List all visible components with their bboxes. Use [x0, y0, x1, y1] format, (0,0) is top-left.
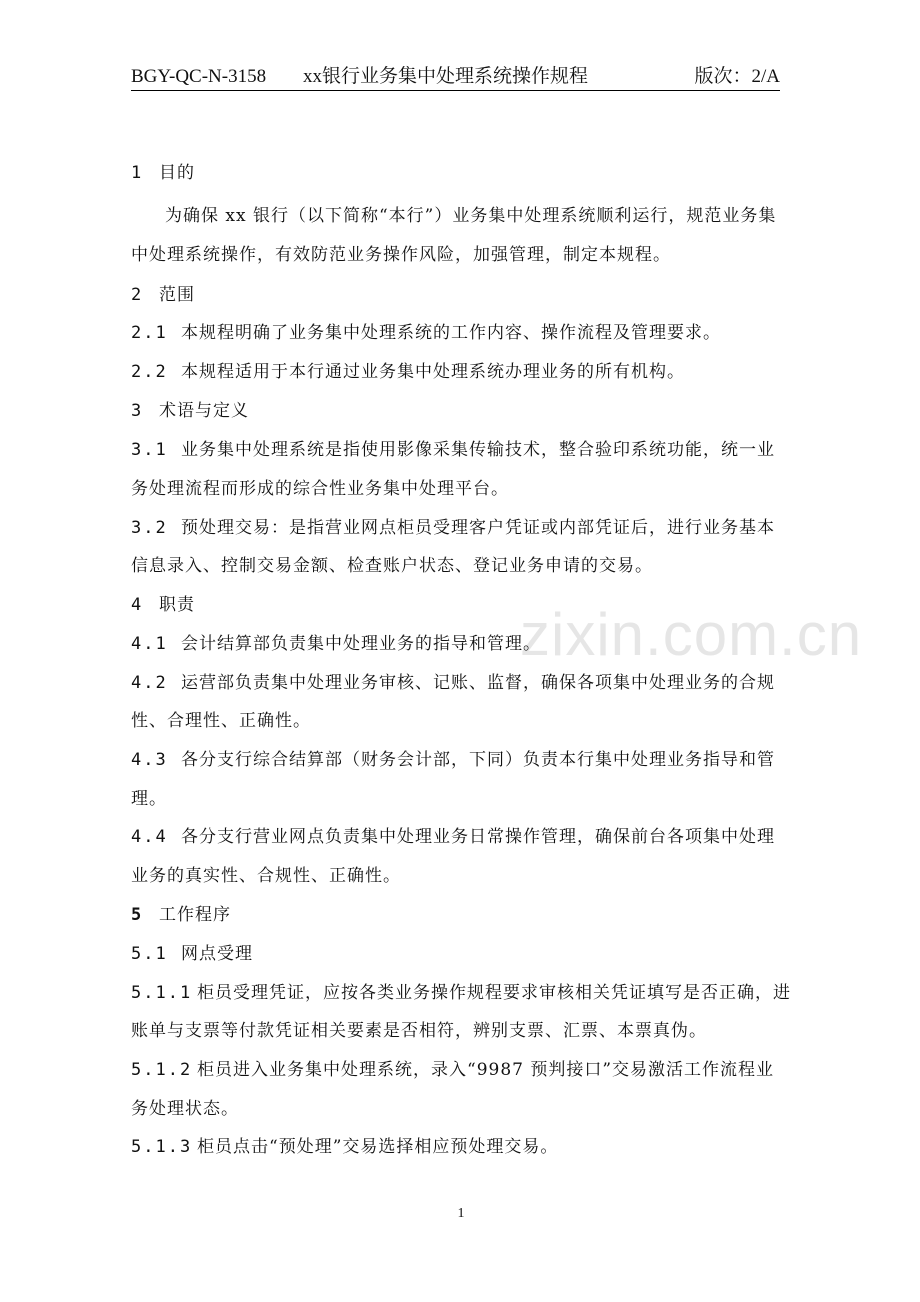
clause-3-2: 3.2 预处理交易：是指营业网点柜员受理客户凭证或内部凭证后，进行业务基本 [131, 518, 775, 538]
section-heading-1: 1 目的 [131, 163, 195, 183]
clause-3-1-cont: 务处理流程而形成的综合性业务集中处理平台。 [131, 479, 509, 499]
clause-4-3-cont: 理。 [131, 789, 167, 809]
clause-4-4-cont: 业务的真实性、合规性、正确性。 [131, 866, 401, 886]
clause-5-1-3: 5.1.3 柜员点击“预处理”交易选择相应预处理交易。 [131, 1137, 559, 1157]
section-heading-5: 5 工作程序 [131, 905, 231, 925]
document-code: BGY-QC-N-3158 [131, 66, 267, 87]
clause-4-4: 4.4 各分支行营业网点负责集中处理业务日常操作管理，确保前台各项集中处理 [131, 827, 775, 847]
clause-4-3: 4.3 各分支行综合结算部（财务会计部，下同）负责本行集中处理业务指导和管 [131, 750, 775, 770]
watermark: zixin.com.cn [520, 601, 863, 668]
section-heading-4: 4 职责 [131, 595, 195, 615]
clause-2-2: 2.2 本规程适用于本行通过业务集中处理系统办理业务的所有机构。 [131, 362, 685, 382]
clause-3-1: 3.1 业务集中处理系统是指使用影像采集传输技术，整合验印系统功能，统一业 [131, 440, 775, 460]
paragraph-purpose-line1: 为确保 xx 银行（以下简称“本行”）业务集中处理系统顺利运行，规范业务集 [165, 206, 777, 226]
clause-3-2-cont: 信息录入、控制交易金额、检查账户状态、登记业务申请的交易。 [131, 556, 653, 576]
clause-4-1: 4.1 会计结算部负责集中处理业务的指导和管理。 [131, 634, 541, 654]
clause-4-2-cont: 性、合理性、正确性。 [131, 711, 311, 731]
clause-5-1-1-cont: 账单与支票等付款凭证相关要素是否相符，辨别支票、汇票、本票真伪。 [131, 1021, 707, 1041]
page-number: 1 [457, 1206, 465, 1221]
page-header [131, 64, 780, 91]
clause-5-1: 5.1 网点受理 [131, 944, 253, 964]
clause-5-1-1: 5.1.1 柜员受理凭证，应按各类业务操作规程要求审核相关凭证填写是否正确，进 [131, 983, 791, 1003]
section-heading-3: 3 术语与定义 [131, 401, 249, 421]
document-version: 版次：2/A [694, 66, 780, 87]
document-title: xx银行业务集中处理系统操作规程 [303, 66, 589, 87]
clause-5-1-2: 5.1.2 柜员进入业务集中处理系统，录入“9987 预判接口”交易激活工作流程业 [131, 1060, 775, 1080]
section-heading-2: 2 范围 [131, 285, 195, 305]
clause-2-1: 2.1 本规程明确了业务集中处理系统的工作内容、操作流程及管理要求。 [131, 323, 721, 343]
paragraph-purpose-line2: 中处理系统操作，有效防范业务操作风险，加强管理，制定本规程。 [131, 245, 671, 265]
clause-5-1-2-cont: 务处理状态。 [131, 1099, 239, 1119]
clause-4-2: 4.2 运营部负责集中处理业务审核、记账、监督，确保各项集中处理业务的合规 [131, 673, 775, 693]
